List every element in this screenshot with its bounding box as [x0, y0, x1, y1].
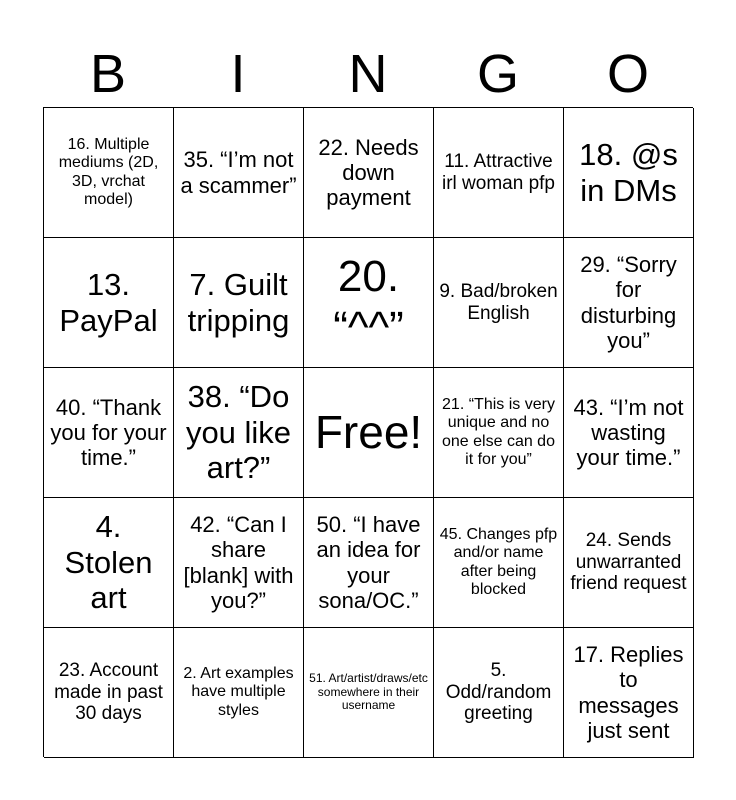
bingo-cell[interactable]: [44, 108, 174, 238]
header-letter-n: N: [348, 44, 388, 104]
cell-text: 7. Guilt tripping: [187, 266, 290, 338]
cell-text: 20. “^^”: [333, 251, 404, 352]
bingo-cell[interactable]: [434, 108, 564, 238]
bingo-cell[interactable]: [174, 238, 304, 368]
header-letter-i: I: [230, 44, 246, 104]
cell-text: 29. “Sorry for disturbing you”: [580, 251, 677, 353]
cell-text: 45. Changes pfp and/or name after being blocked: [439, 525, 558, 598]
cell-text: 24. Sends unwarranted friend request: [570, 529, 687, 595]
cell-text: 5. Odd/random greeting: [445, 659, 552, 725]
cell-text: 4. Stolen art: [64, 509, 153, 616]
header-letter-o: O: [606, 44, 649, 104]
cell-text: 42. “Can I share [blank] with you?”: [183, 511, 294, 613]
bingo-cell[interactable]: [434, 238, 564, 368]
bingo-cell[interactable]: [44, 498, 174, 628]
bingo-cell[interactable]: [434, 628, 564, 758]
bingo-cell[interactable]: [44, 628, 174, 758]
bingo-cell[interactable]: [434, 498, 564, 628]
bingo-cell[interactable]: [304, 238, 434, 368]
bingo-cell[interactable]: [564, 238, 694, 368]
bingo-cell[interactable]: [174, 108, 304, 238]
bingo-cell[interactable]: [44, 368, 174, 498]
cell-text: 40. “Thank you for your time.”: [50, 394, 167, 471]
bingo-header: [43, 40, 693, 108]
bingo-grid: [43, 107, 693, 757]
bingo-cell[interactable]: [44, 238, 174, 368]
cell-text: 21. “This is very unique and no one else can do it for you”: [442, 395, 555, 468]
cell-text: 22. Needs down payment: [318, 134, 419, 211]
cell-text: 43. “I’m not wasting your time.”: [573, 394, 684, 471]
cell-text: 50. “I have an idea for your sona/OC.”: [316, 511, 421, 613]
bingo-cell[interactable]: [564, 368, 694, 498]
cell-text: 13. PayPal: [59, 266, 158, 338]
bingo-cell[interactable]: [174, 368, 304, 498]
bingo-cell[interactable]: [564, 108, 694, 238]
cell-text: 16. Multiple mediums (2D, 3D, vrchat model): [58, 135, 159, 208]
bingo-cell[interactable]: [174, 498, 304, 628]
cell-text: 9. Bad/broken English: [439, 280, 558, 324]
bingo-cell[interactable]: [304, 498, 434, 628]
bingo-cell[interactable]: [174, 628, 304, 758]
bingo-cell[interactable]: [434, 368, 564, 498]
cell-text: 38. “Do you like art?”: [185, 379, 292, 486]
header-letter-g: G: [476, 44, 519, 104]
cell-text: 51. Art/artist/draws/etc somewhere in their username: [309, 670, 428, 713]
bingo-cell[interactable]: [564, 498, 694, 628]
cell-text: 35. “I’m not a scammer”: [180, 147, 297, 198]
bingo-cell[interactable]: [564, 628, 694, 758]
cell-text: Free!: [314, 406, 423, 459]
cell-text: 18. @s in DMs: [579, 136, 678, 208]
cell-text: 2. Art examples have multiple styles: [183, 664, 294, 719]
header-letter-b: B: [89, 44, 127, 104]
bingo-cell[interactable]: [304, 628, 434, 758]
free-space-cell[interactable]: [304, 368, 434, 498]
bingo-cell[interactable]: [304, 108, 434, 238]
cell-text: 17. Replies to messages just sent: [573, 641, 684, 743]
cell-text: 11. Attractive irl woman pfp: [442, 150, 555, 194]
cell-text: 23. Account made in past 30 days: [54, 659, 163, 725]
